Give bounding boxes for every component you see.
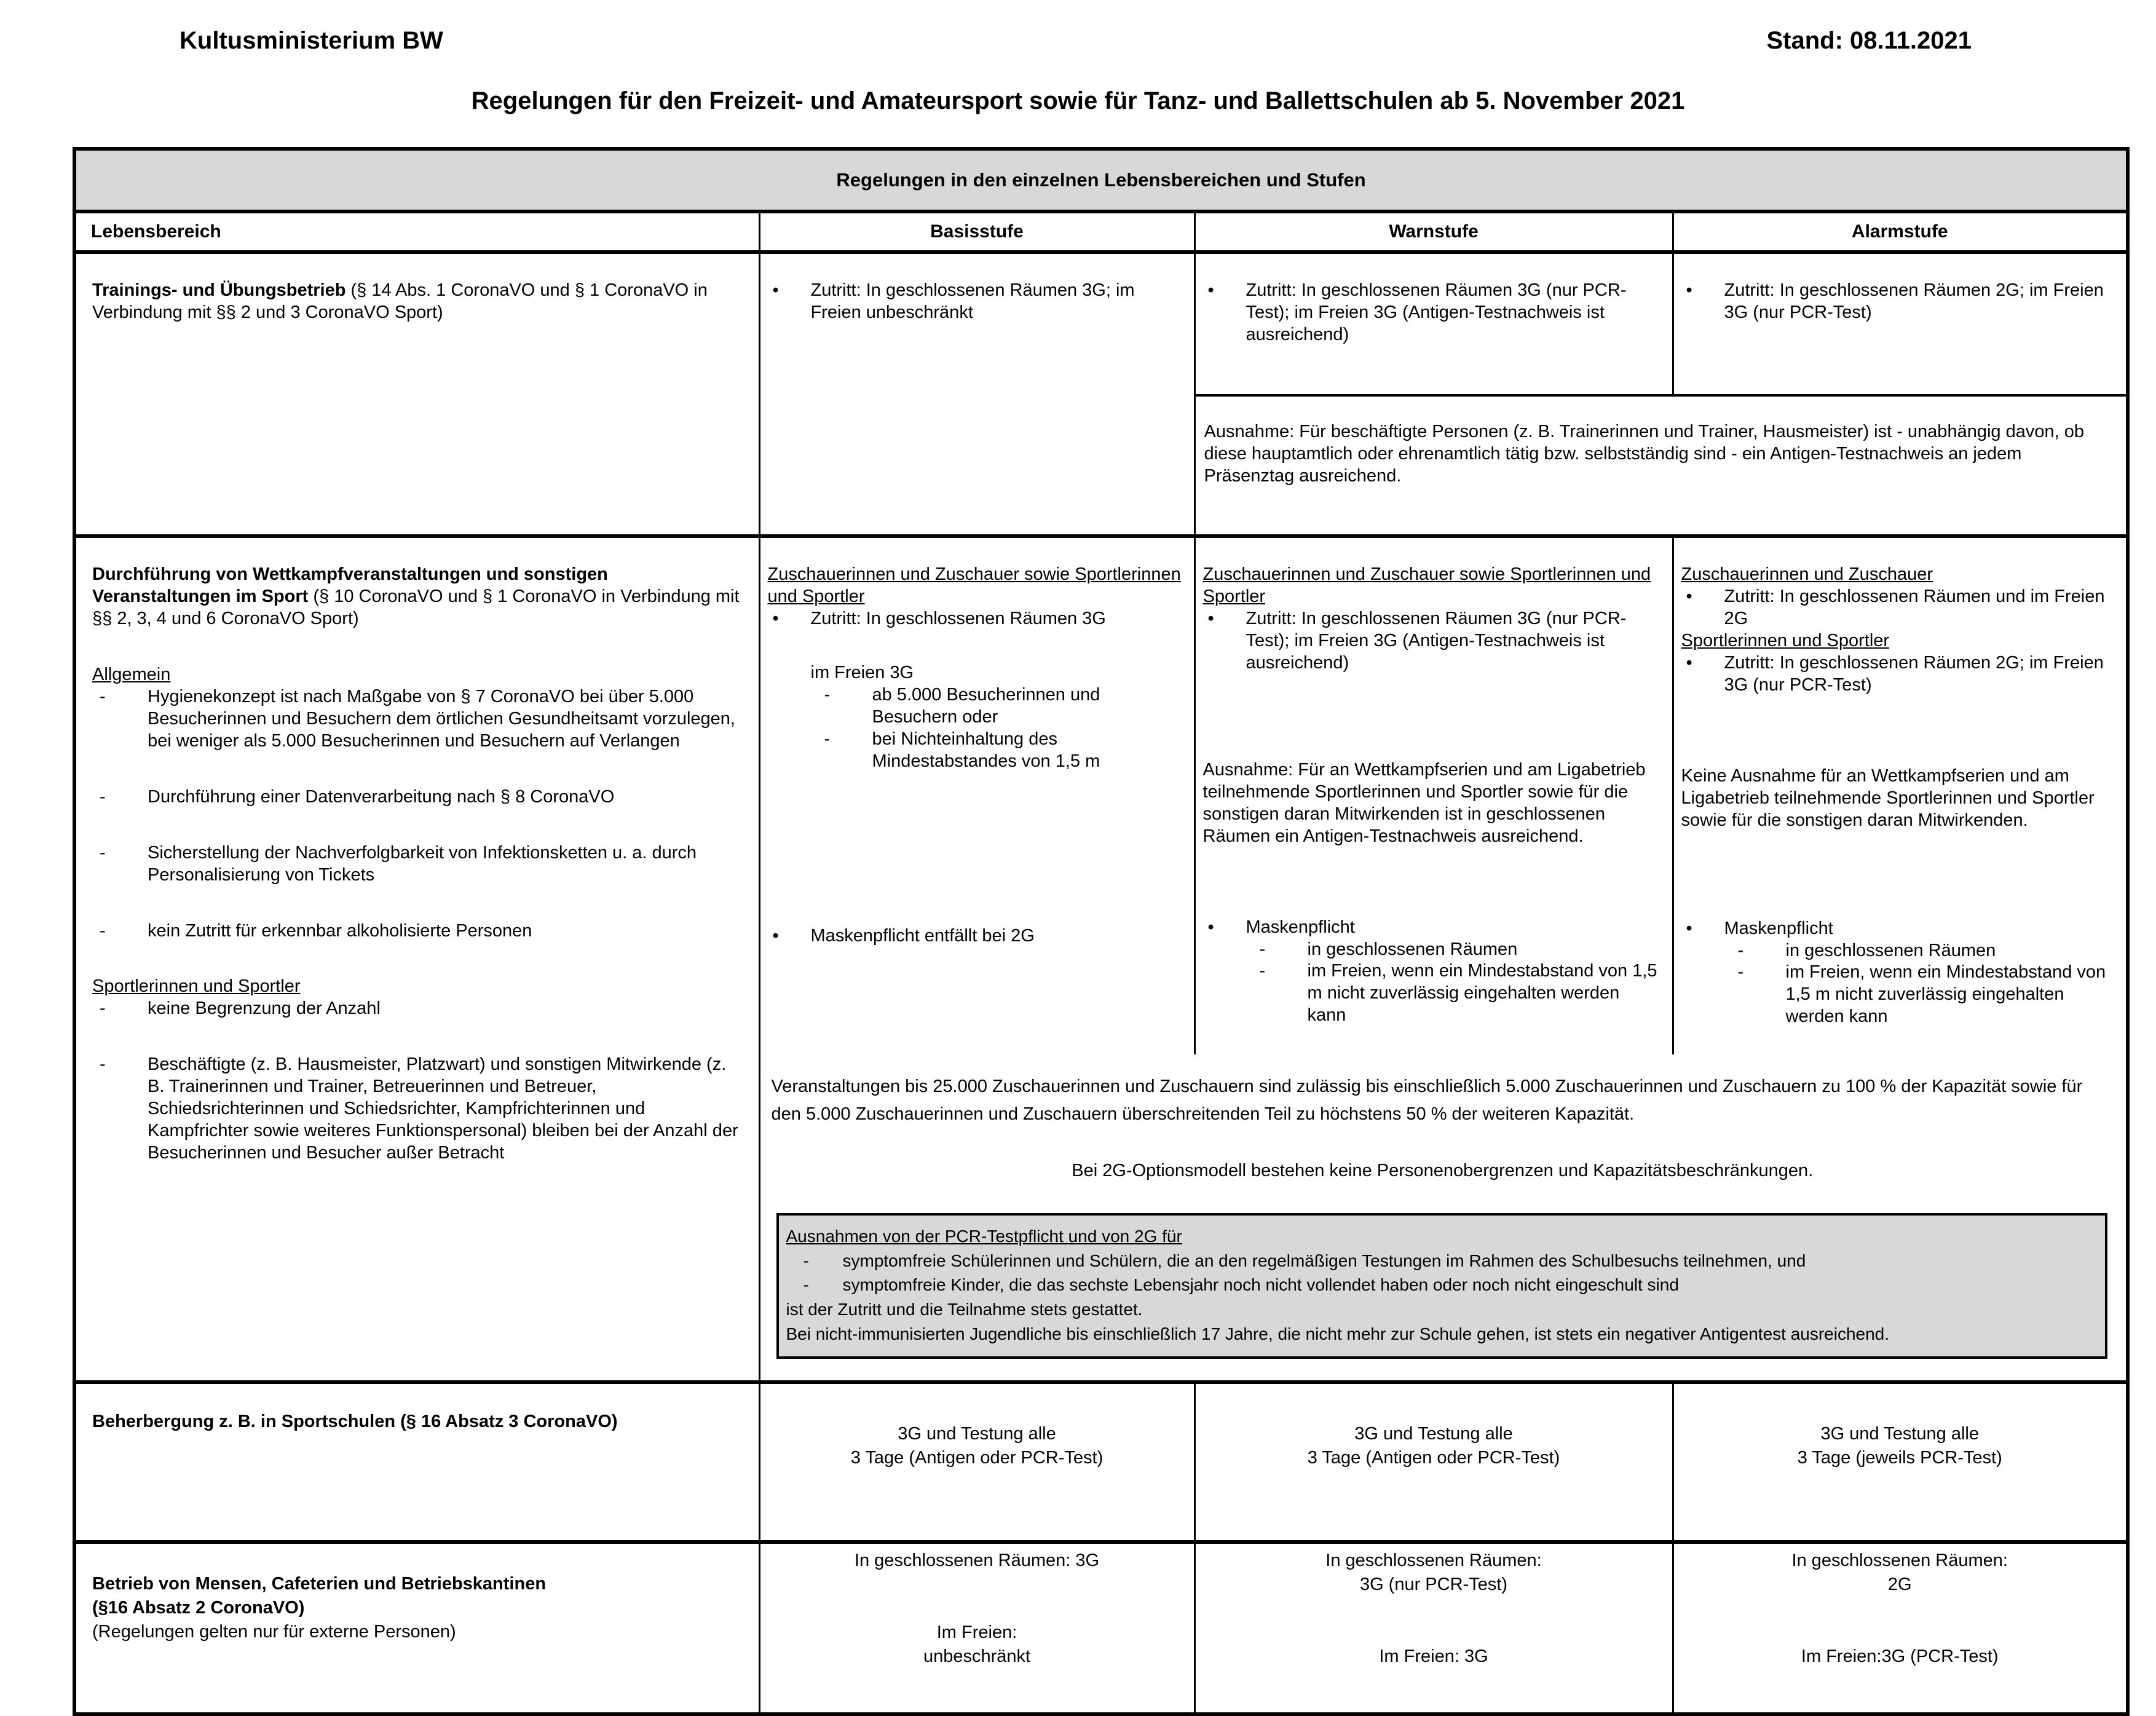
row4-alarm-line3: Im Freien:3G (PCR-Test) <box>1801 1647 1999 1667</box>
allgemein-heading: Allgemein <box>92 664 171 684</box>
column-header-row <box>74 212 2128 252</box>
row4-alarmstufe-cell <box>1673 1542 2128 1714</box>
row3-warnstufe-cell <box>1194 1382 1673 1542</box>
basis-zutritt: Zutritt: In geschlossenen Räumen 3G <box>810 608 1106 628</box>
row1-area-title: Trainings- und Übungsbetrieb <box>92 280 346 300</box>
row1-alarm-zutritt: Zutritt: In geschlossenen Räumen 2G; im Freien 3G (nur PCR-Test) <box>1724 280 2104 322</box>
list-item <box>92 786 740 809</box>
row3-basis-line2: 3 Tage (Antigen oder PCR-Test) <box>850 1448 1104 1468</box>
row3-lebensbereich-cell: Beherbergung z. B. in Sportschulen (§ 16 Absatz 3 CoronaVO) <box>74 1382 759 1542</box>
list-item <box>1681 652 2117 697</box>
bullet-marker: • <box>1207 608 1214 628</box>
row3-basisstufe-cell <box>759 1382 1194 1542</box>
row4-alarm-line1: In geschlossenen Räumen: <box>1791 1551 2008 1570</box>
row4-warn-line3: Im Freien: 3G <box>1379 1647 1488 1667</box>
row3-alarm-line2: 3 Tage (jeweils PCR-Test) <box>1797 1448 2002 1468</box>
row1-warnstufe-cell <box>1194 252 1673 395</box>
row2-lebensbereich-cell <box>74 536 759 1382</box>
dash-marker: - <box>824 684 831 705</box>
row4-warn-line2: 3G (nur PCR-Test) <box>1359 1575 1508 1595</box>
list-item <box>1724 940 2117 962</box>
list-item <box>1681 918 2117 940</box>
row-mensen <box>74 1542 2128 1714</box>
bullet-marker: • <box>772 280 779 300</box>
row3-alarm-line1: 3G und Testung alle <box>1820 1424 1979 1444</box>
row2-merged-cell <box>759 1054 2128 1382</box>
alarm-mask-dash-2: im Freien, wenn ein Mindestabstand von 1,5 m nicht zuverlässig eingehalten werden kann <box>1785 962 2106 1027</box>
row1-basisstufe-cell <box>759 252 1194 536</box>
list-item <box>768 280 1184 324</box>
basis-freien-text: im Freien 3G <box>810 662 914 682</box>
list-item <box>786 1273 2093 1297</box>
row1-warn-zutritt: Zutritt: In geschlossenen Räumen 3G (nur PCR-Test); im Freien 3G (Antigen-Testnachweis ist ausreichend) <box>1246 280 1627 344</box>
row4-area-title-1: Betrieb von Mensen, Cafeterien und Betriebskantinen <box>92 1574 547 1594</box>
alarm-zutritt-2: Zutritt: In geschlossenen Räumen 2G; im Freien 3G (nur PCR-Test) <box>1724 652 2104 695</box>
org-title: Kultusministerium BW <box>180 27 443 54</box>
basis-zuschauer-heading: Zuschauerinnen und Zuschauer sowie Sportlerinnen und Sportler <box>767 564 1181 606</box>
regulations-table <box>73 147 2130 1716</box>
dash-marker: - <box>1737 962 1744 983</box>
row1-area-ref: (§ 14 Abs. 1 CoronaVO und § 1 CoronaVO in Verbindung mit §§ 2 und 3 CoronaVO Sport) <box>92 280 708 322</box>
row2-basisstufe-cell <box>759 536 1194 1054</box>
alarm-mask-dash-1: in geschlossenen Räumen <box>1785 940 1996 960</box>
col-header-warnstufe: Warnstufe <box>1194 212 1673 252</box>
exceptions-box <box>776 1213 2108 1359</box>
alarm-zutritt-1: Zutritt: In geschlossenen Räumen und im Freien 2G <box>1724 586 2105 628</box>
dash-marker: - <box>803 1251 809 1270</box>
dash-marker: - <box>803 1275 809 1295</box>
list-item <box>1246 939 1662 961</box>
optionsmodell-line: Bei 2G-Optionsmodell bestehen keine Personenobergrenzen und Kapazitätsbeschränkungen. <box>1072 1160 1814 1180</box>
alarm-sportler-heading: Sportlerinnen und Sportler <box>1681 630 1890 650</box>
dash-marker: - <box>100 920 106 941</box>
warn-zutritt: Zutritt: In geschlossenen Räumen 3G (nur PCR-Test); im Freien 3G (Antigen-Testnachweis ist ausreichend) <box>1246 608 1627 673</box>
col-header-alarmstufe: Alarmstufe <box>1673 212 2128 252</box>
exceptions-text-2: Bei nicht-immunisierten Jugendliche bis einschließlich 17 Jahre, die nicht mehr zur Schule gehen, ist stets ein negativer Antigentest ausreichend. <box>786 1324 1890 1343</box>
exceptions-dash-1: symptomfreie Schülerinnen und Schülern, die an den regelmäßigen Testungen im Rahmen des Schulbesuchs teilnehmen, und <box>842 1251 1806 1270</box>
allg-item-2: Durchführung einer Datenverarbeitung nach § 8 CoronaVO <box>148 786 615 807</box>
row3-basis-line1: 3G und Testung alle <box>898 1424 1056 1444</box>
row4-area-title-2: (§16 Absatz 2 CoronaVO) <box>92 1598 305 1618</box>
row1-ausnahme-cell: Ausnahme: Für beschäftigte Personen (z. B. Trainerinnen und Trainer, Hausmeister) ist - unabhängig davon, ob diese hauptamtlich oder ehrenamtlich tätig bzw. selbstständig sind - ein Antigen-Testnachweis an jedem Präsenztag ausreichend. <box>1194 395 2128 536</box>
allg-item-1: Hygienekonzept ist nach Maßgabe von § 7 CoronaVO bei über 5.000 Besucherinnen und Besuchern dem örtlichen Gesundheitsamt vorzulegen, bei weniger als 5.000 Besucherinnen und Besuchern auf Verlangen <box>148 686 735 751</box>
row2-alarmstufe-cell <box>1673 536 2128 1054</box>
alarm-keine-ausnahme: Keine Ausnahme für an Wettkampfserien und am Ligabetrieb teilnehmende Sportlerinnen und Sportler sowie für die sonstigen daran Mitwirkenden. <box>1681 765 2095 830</box>
row4-basisstufe-cell <box>759 1542 1194 1714</box>
list-item <box>92 920 740 943</box>
row3-warn-line1: 3G und Testung alle <box>1354 1424 1513 1444</box>
page-header <box>0 0 2156 55</box>
dash-marker: - <box>100 686 106 706</box>
sportler-item-2: Beschäftigte (z. B. Hausmeister, Platzwart) und sonstigen Mitwirkende (z. B. Trainerinnen und Trainer, Betreuerinnen und Betreuer, Schiedsrichterinnen und Schiedsrichter, Kampfrichterinnen und Kampfrichter sowie weiteres Funktionspersonal) bleiben bei der Anzahl der Besucherinnen und Besucher außer Betracht <box>148 1054 738 1163</box>
basis-dash-2: bei Nichteinhaltung des Mindestabstandes von 1,5 m <box>872 729 1100 771</box>
dash-marker: - <box>100 1054 106 1075</box>
row-beherbergung <box>74 1382 2128 1542</box>
dash-marker: - <box>100 786 106 807</box>
alarm-zuschauer-heading: Zuschauerinnen und Zuschauer <box>1681 564 1933 584</box>
allg-item-4: kein Zutritt für erkennbar alkoholisierte Personen <box>148 920 532 941</box>
basis-maskenpflicht: Maskenpflicht entfällt bei 2G <box>810 925 1035 946</box>
basis-freien-line <box>768 662 1184 684</box>
list-item <box>92 1054 740 1164</box>
list-item <box>1203 917 1662 939</box>
list-item <box>811 684 1184 729</box>
alarm-maskenpflicht: Maskenpflicht <box>1724 918 1833 938</box>
list-item <box>1203 608 1662 674</box>
list-item <box>92 686 740 753</box>
exceptions-heading: Ausnahmen von der PCR-Testpflicht und von 2G für <box>786 1226 1182 1246</box>
bullet-marker: • <box>1207 917 1214 937</box>
list-item <box>1724 962 2117 1028</box>
row3-alarmstufe-cell <box>1673 1382 2128 1542</box>
row4-lebensbereich-cell <box>74 1542 759 1714</box>
list-item <box>768 925 1184 947</box>
row4-warnstufe-cell <box>1194 1542 1673 1714</box>
list-item <box>1246 960 1662 1027</box>
dash-marker: - <box>1259 939 1266 959</box>
warn-mask-dash-1: in geschlossenen Räumen <box>1307 939 1518 959</box>
exceptions-dash-2: symptomfreie Kinder, die das sechste Lebensjahr noch nicht vollendet haben oder noch nicht eingeschult sind <box>842 1275 1679 1295</box>
row4-warn-line1: In geschlossenen Räumen: <box>1325 1551 1542 1570</box>
row2-area-heading <box>92 564 740 630</box>
list-item <box>1681 280 2117 324</box>
row-wettkampf <box>74 536 2128 1054</box>
bullet-marker: • <box>772 925 779 946</box>
warn-maskenpflicht: Maskenpflicht <box>1246 917 1355 937</box>
row4-basis-line2: Im Freien: <box>936 1623 1017 1643</box>
row4-alarm-line2: 2G <box>1887 1575 1912 1595</box>
list-item <box>92 842 740 887</box>
doc-title: Regelungen für den Freizeit- und Amateursport sowie für Tanz- und Ballettschulen ab 5. November 2021 <box>471 87 1685 114</box>
row1-basis-zutritt: Zutritt: In geschlossenen Räumen 3G; im Freien unbeschränkt <box>810 280 1135 322</box>
bullet-marker: • <box>1686 586 1692 606</box>
stand-date: Stand: 08.11.2021 <box>1766 27 1972 54</box>
row2-warnstufe-cell <box>1194 536 1673 1054</box>
veranstaltungen-paragraph: Veranstaltungen bis 25.000 Zuschauerinnen und Zuschauern sind zulässig bis einschließlich 5.000 Zuschauerinnen und Zuschauern zu 100 % der Kapazität sowie für den 5.000 Zuschauerinnen und Zuschauern überschreitenden Teil zu höchstens 50 % der weiteren Kapazität. <box>771 1077 2083 1124</box>
row-training <box>74 252 2128 395</box>
row2-area-title: Durchführung von Wettkampfveranstaltungen und sonstigen Veranstaltungen im Sport <box>92 564 608 606</box>
list-item <box>811 729 1184 773</box>
row4-basis-line1: In geschlossenen Räumen: 3G <box>854 1551 1100 1570</box>
bullet-marker: • <box>772 608 779 628</box>
warn-zuschauer-heading: Zuschauerinnen und Zuschauer sowie Sportlerinnen und Sportler <box>1202 564 1651 606</box>
allg-item-3: Sicherstellung der Nachverfolgbarkeit von Infektionsketten u. a. durch Personalisierung von Tickets <box>148 842 697 885</box>
warn-mask-dash-2: im Freien, wenn ein Mindestabstand von 1,5 m nicht zuverlässig eingehalten werden kann <box>1307 961 1657 1026</box>
section-band-row <box>74 149 2128 212</box>
bullet-marker: • <box>1686 918 1692 938</box>
list-item <box>1681 586 2117 630</box>
row2-area-ref: (§ 10 CoronaVO und § 1 CoronaVO in Verbindung mit §§ 2, 3, 4 und 6 CoronaVO Sport) <box>92 586 740 628</box>
basis-dash-1: ab 5.000 Besucherinnen und Besuchern oder <box>872 684 1100 727</box>
row1-lebensbereich-cell <box>74 252 759 536</box>
row4-area-note: (Regelungen gelten nur für externe Personen) <box>92 1622 456 1642</box>
bullet-marker: • <box>1207 280 1214 300</box>
list-item <box>92 998 740 1020</box>
list-item <box>1203 280 1662 346</box>
bullet-marker: • <box>1686 652 1692 673</box>
dash-marker: - <box>1259 961 1266 981</box>
row3-warn-line2: 3 Tage (Antigen oder PCR-Test) <box>1307 1448 1560 1468</box>
sportler-item-1: keine Begrenzung der Anzahl <box>148 998 381 1019</box>
bullet-marker: • <box>1686 280 1692 300</box>
dash-marker: - <box>1737 940 1744 960</box>
list-item <box>768 608 1184 630</box>
dash-marker: - <box>100 842 106 863</box>
row4-basis-line3: unbeschränkt <box>923 1647 1031 1667</box>
dash-marker: - <box>100 998 106 1019</box>
col-header-lebensbereich: Lebensbereich <box>74 212 759 252</box>
col-header-basisstufe: Basisstufe <box>759 212 1194 252</box>
warn-ausnahme: Ausnahme: Für an Wettkampfserien und am Ligabetrieb teilnehmende Sportlerinnen und Sportler sowie für die sonstigen daran Mitwirkenden ist in geschlossenen Räumen ein Antigen-Testnachweis ausreichend. <box>1202 759 1646 846</box>
dash-marker: - <box>824 729 831 749</box>
row1-alarmstufe-cell <box>1673 252 2128 395</box>
table-section-title: Regelungen in den einzelnen Lebensbereichen und Stufen <box>74 149 2128 212</box>
sportler-heading: Sportlerinnen und Sportler <box>92 976 301 997</box>
list-item <box>786 1249 2093 1273</box>
exceptions-text-1: ist der Zutritt und die Teilnahme stets gestattet. <box>786 1300 1143 1319</box>
